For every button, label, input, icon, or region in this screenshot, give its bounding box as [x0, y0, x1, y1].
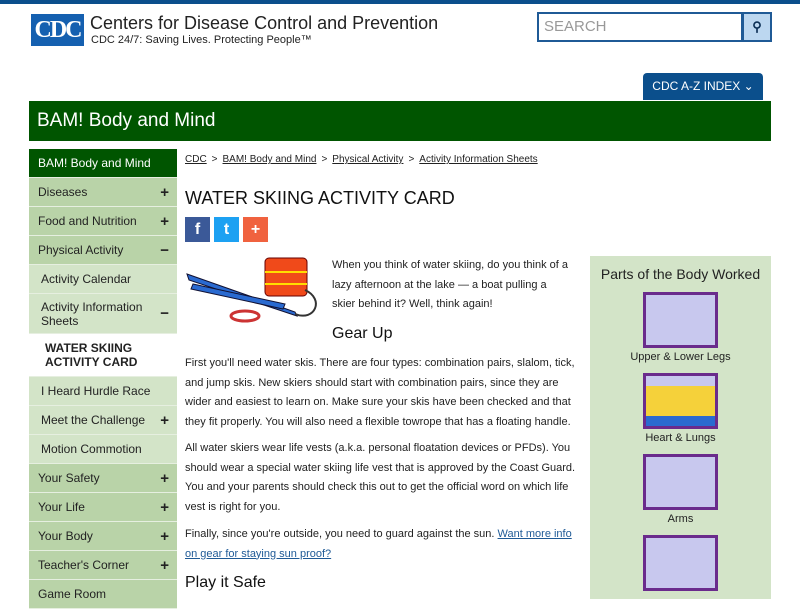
- sidebar-item-label: Game Room: [38, 587, 107, 601]
- twitter-share-button[interactable]: t: [214, 217, 239, 242]
- sidebar-item[interactable]: [29, 149, 177, 178]
- expand-icon[interactable]: +: [160, 411, 169, 429]
- sidebar-item-label: Teacher's Corner: [38, 558, 129, 572]
- top-bar: [0, 0, 800, 4]
- gear-up-heading: Gear Up: [332, 325, 393, 342]
- collapse-icon[interactable]: −: [160, 241, 169, 259]
- body-part-label: Arms: [667, 513, 694, 525]
- tagline: CDC 24/7: Saving Lives. Protecting People™: [91, 34, 312, 46]
- expand-icon[interactable]: +: [160, 212, 169, 230]
- sidebar-item-label: Your Body: [38, 529, 93, 543]
- cdc-logo[interactable]: CDC: [31, 14, 84, 46]
- sun-paragraph: [185, 525, 580, 564]
- legs-image: [643, 292, 718, 348]
- sidebar-item-label: Meet the Challenge: [41, 413, 146, 427]
- sidebar-item[interactable]: [29, 207, 177, 236]
- panel-title: Parts of the Body Worked: [600, 266, 761, 282]
- page-title: WATER SKIING ACTIVITY CARD: [185, 188, 455, 208]
- sidebar-item[interactable]: [29, 294, 177, 334]
- sidebar-item[interactable]: [29, 265, 177, 294]
- breadcrumb: CDC > BAM! Body and Mind > Physical Activity > Activity Information Sheets: [185, 154, 538, 165]
- sun-text: Finally, since you're outside, you need to guard against the sun.: [185, 528, 498, 540]
- skis-paragraph: First you'll need water skis. There are four types: combination pairs, slalom, tick, and jump skis. New skiers should start with combination pairs, since they are wider and easiest to learn on. Make sure your skis have been checked and that they fit properly. You will also need a flexible towrope that has a floating handle.: [185, 357, 575, 428]
- share-buttons: [185, 217, 268, 242]
- search-button[interactable]: [742, 12, 772, 42]
- legs-exercise-image: [643, 535, 718, 591]
- sidebar-item[interactable]: [29, 464, 177, 493]
- sidebar-item-label: Food and Nutrition: [38, 214, 137, 228]
- search-icon: ⚲: [752, 19, 762, 34]
- expand-icon[interactable]: +: [160, 469, 169, 487]
- arms-image: [643, 454, 718, 510]
- sidebar-item[interactable]: [29, 435, 177, 464]
- more-share-button[interactable]: +: [243, 217, 268, 242]
- sidebar-item-label: Physical Activity: [38, 243, 124, 257]
- sidebar-item-label: Activity Information Sheets: [41, 299, 143, 328]
- sidebar-item-label: Your Life: [38, 500, 85, 514]
- expand-icon[interactable]: +: [160, 527, 169, 545]
- body-part-label: Heart & Lungs: [645, 432, 716, 444]
- sidebar-item-label: Motion Commotion: [41, 442, 142, 456]
- sidebar-item-label: Your Safety: [38, 471, 100, 485]
- org-name: Centers for Disease Control and Prevention: [90, 13, 439, 33]
- sidebar-item[interactable]: [29, 334, 177, 377]
- sidebar-item[interactable]: [29, 377, 177, 406]
- breadcrumb-cdc[interactable]: CDC: [185, 154, 207, 165]
- water-ski-gear-image: [185, 254, 325, 324]
- sidebar-nav: [29, 149, 177, 609]
- body-parts-panel: [590, 256, 771, 599]
- sidebar-item-label: Activity Calendar: [41, 272, 132, 286]
- search-input[interactable]: SEARCH: [537, 12, 743, 42]
- sidebar-item[interactable]: [29, 493, 177, 522]
- body-part-label: Upper & Lower Legs: [630, 351, 731, 363]
- sidebar-item[interactable]: [29, 580, 177, 609]
- site-banner[interactable]: BAM! Body and Mind: [29, 101, 771, 141]
- chevron-down-icon: ⌄: [743, 79, 754, 93]
- breadcrumb-bam[interactable]: BAM! Body and Mind: [222, 154, 317, 165]
- heart-lungs-image: [643, 373, 718, 429]
- az-label: CDC A-Z INDEX: [652, 79, 741, 93]
- sidebar-item-label: WATER SKIING ACTIVITY CARD: [45, 341, 138, 369]
- sidebar-item-label: Diseases: [38, 185, 88, 199]
- sidebar-item[interactable]: [29, 406, 177, 435]
- expand-icon[interactable]: +: [160, 498, 169, 516]
- breadcrumb-activity-sheets[interactable]: Activity Information Sheets: [419, 154, 538, 165]
- sun-proof-link[interactable]: Want more info on gear for staying sun proof?: [185, 528, 572, 560]
- expand-icon[interactable]: +: [160, 556, 169, 574]
- intro-paragraph: When you think of water skiing, do you think of a lazy afternoon at the lake — a boat pulling a skier behind it? Well, think again!: [332, 259, 569, 310]
- sidebar-item[interactable]: [29, 551, 177, 580]
- sidebar-item[interactable]: [29, 178, 177, 207]
- life-vest-paragraph: All water skiers wear life vests (a.k.a. personal floatation devices or PFDs). You should wear a special water skiing life vest that is approved by the Coast Guard. You and your parents should check this out to get the official word on which life vest is right for you.: [185, 442, 576, 513]
- sidebar-item-label: BAM! Body and Mind: [38, 156, 151, 170]
- sidebar-item[interactable]: [29, 236, 177, 265]
- sidebar-item-label: I Heard Hurdle Race: [41, 384, 151, 398]
- breadcrumb-physical-activity[interactable]: Physical Activity: [332, 154, 404, 165]
- collapse-icon[interactable]: −: [160, 305, 169, 322]
- play-safe-heading: Play it Safe: [185, 574, 266, 591]
- sidebar-item[interactable]: [29, 522, 177, 551]
- az-index-button[interactable]: [643, 73, 763, 100]
- expand-icon[interactable]: +: [160, 183, 169, 201]
- facebook-share-button[interactable]: f: [185, 217, 210, 242]
